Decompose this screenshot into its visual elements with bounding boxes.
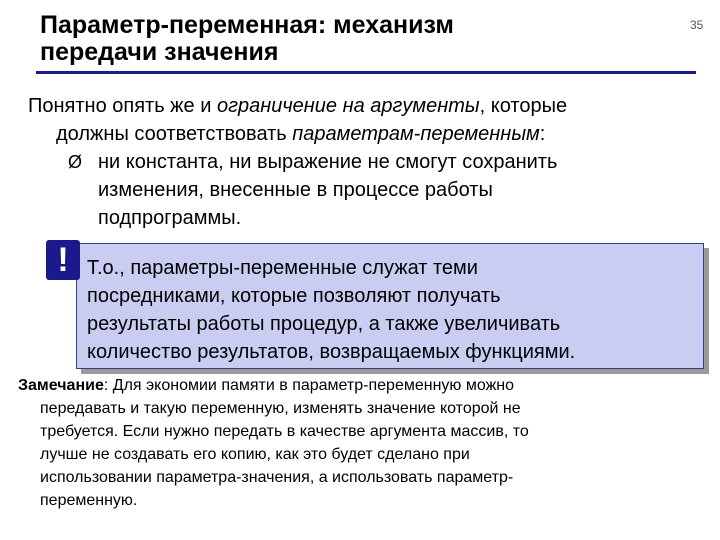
note-line-5: использовании параметра-значения, а использовать параметр- (40, 469, 514, 486)
callout-line-2: посредниками, которые позволяют получать (87, 285, 501, 307)
intro-paragraph (28, 92, 698, 148)
slide-title (40, 12, 660, 66)
title-divider (36, 71, 696, 74)
note-line-6: переменную. (40, 492, 138, 509)
intro-text: Понятно опять же и (28, 95, 217, 117)
note-line-2: передавать и такую переменную, изменять значение которой не (40, 400, 521, 417)
note-line-4: лучше не создавать его копию, как это будет сделано при (40, 446, 470, 463)
callout-line-4: количество результатов, возвращаемых функциями. (87, 341, 576, 363)
intro-italic-term: ограничение на аргументы (216, 95, 480, 117)
exclamation-icon: ! (46, 240, 80, 280)
intro-line-2 (28, 120, 698, 148)
callout-line-1: Т.о., параметры-переменные служат теми (87, 257, 478, 279)
callout-text (87, 254, 697, 366)
callout-box (76, 243, 704, 369)
intro-text: , которые (479, 95, 568, 117)
arrow-bullet-icon: Ø (68, 152, 83, 172)
note-label: Замечание (18, 377, 104, 394)
slide-title-line-2: передачи значения (40, 38, 279, 66)
bullet-line-1: ни константа, ни выражение не смогут сохранить (98, 151, 558, 173)
note-paragraph (18, 374, 688, 512)
slide-number: 35 (690, 18, 704, 32)
callout-line-3: результаты работы процедур, а также увеличивать (87, 313, 561, 335)
intro-text: : (539, 123, 546, 145)
bullet-line-3: подпрограммы. (98, 207, 242, 229)
note-text: : Для экономии памяти в параметр-переменную можно (103, 377, 515, 394)
note-line-3: требуется. Если нужно передать в качестве аргумента массив, то (40, 423, 529, 440)
intro-line-1 (28, 95, 567, 117)
bullet-line-2: изменения, внесенные в процессе работы (98, 179, 493, 201)
note-line-1 (18, 374, 688, 397)
bullet-item (68, 148, 668, 232)
slide-title-line-1: Параметр-переменная: механизм (40, 11, 454, 39)
intro-text: должны соответствовать (56, 123, 293, 145)
intro-italic-term: параметрам-переменным (292, 123, 540, 145)
